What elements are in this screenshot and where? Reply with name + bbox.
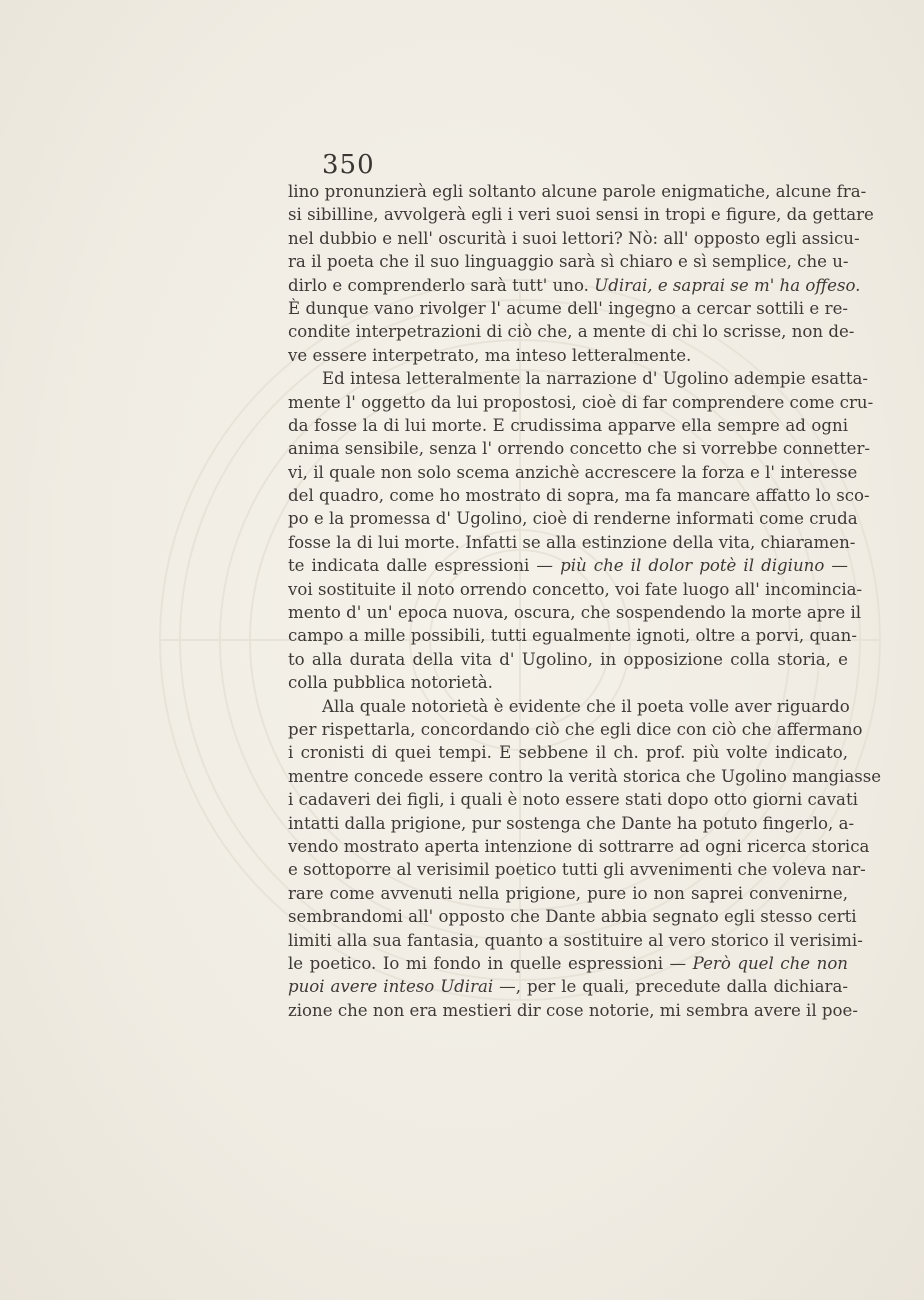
text-segment: —	[824, 556, 848, 576]
text-line: ve essere interpetrato, ma inteso letteralmente.	[288, 345, 692, 365]
text-segment: le poetico. Io mi fondo in quelle espressioni —	[288, 953, 693, 973]
text-segment: —, per le quali, precedute dalla dichiara-	[493, 977, 848, 997]
text-line: condite interpetrazioni di ciò che, a mente di chi lo scrisse, non de-	[288, 322, 855, 342]
text-line: vendo mostrato aperta intenzione di sottrarre ad ogni ricerca storica	[288, 836, 870, 856]
text-line: fosse la di lui morte. Infatti se alla estinzione della vita, chiaramen-	[288, 532, 856, 552]
text-line	[288, 975, 848, 998]
italic-quote: Udirai, e saprai se m' ha offeso.	[594, 275, 861, 295]
paragraph	[288, 367, 874, 694]
text-line: vi, il quale non solo scema anzichè accrescere la forza e l' interesse	[288, 462, 858, 482]
italic-quote: più che il dolor potè il digiuno	[560, 556, 825, 576]
text-line	[288, 274, 861, 297]
text-line: anima sensibile, senza l' orrendo concetto che si vorrebbe connetter-	[288, 439, 870, 459]
text-line: si sibilline, avvolgerà egli i veri suoi sensi in tropi e figure, da gettare	[288, 205, 874, 225]
text-segment: dirlo e comprenderlo sarà tutt' uno.	[288, 275, 595, 295]
text-line: sembrandomi all' opposto che Dante abbia segnato egli stesso certi	[288, 907, 857, 927]
text-line: ra il poeta che il suo linguaggio sarà sì chiaro e sì semplice, che u-	[288, 252, 849, 272]
page-number: 350	[322, 150, 375, 180]
text-line: limiti alla sua fantasia, quanto a sostituire al vero storico il verisimi-	[288, 930, 863, 950]
text-line: mentre concede essere contro la verità storica che Ugolino mangiasse	[288, 766, 882, 786]
text-line: Alla quale notorietà è evidente che il poeta volle aver riguardo	[322, 696, 850, 716]
text-line: i cronisti di quei tempi. E sebbene il ch. prof. più volte indicato,	[288, 743, 848, 763]
text-line: lino pronunzierà egli soltanto alcune parole enigmatiche, alcune fra-	[288, 182, 867, 201]
text-line: i cadaveri dei figli, i quali è noto essere stati dopo otto giorni cavati	[288, 790, 858, 810]
text-line: del quadro, come ho mostrato di sopra, ma fa mancare affatto lo sco-	[288, 486, 870, 506]
text-line: intatti dalla prigione, pur sostenga che Dante ha potuto fingerlo, a-	[288, 813, 855, 833]
text-line: rare come avvenuti nella prigione, pure io non saprei convenirne,	[288, 883, 848, 903]
text-line: per rispettarla, concordando ciò che egli dice con ciò che affermano	[288, 719, 863, 739]
text-line: campo a mille possibili, tutti egualmente ignoti, oltre a porvi, quan-	[288, 626, 857, 646]
text-line: mente l' oggetto da lui propostosi, cioè di far comprendere come cru-	[288, 392, 874, 412]
text-line: colla pubblica notorietà.	[288, 673, 493, 693]
text-line: po e la promessa d' Ugolino, cioè di renderne informati come cruda	[288, 509, 858, 529]
body-text	[288, 180, 882, 1022]
text-line: Ed intesa letteralmente la narrazione d' Ugolino adempie esatta-	[322, 369, 869, 389]
text-line: to alla durata della vita d' Ugolino, in opposizione colla storia, e	[288, 649, 848, 669]
text-segment: te indicata dalle espressioni —	[288, 556, 561, 576]
text-line: voi sostituite il noto orrendo concetto, voi fate luogo all' incomincia-	[288, 579, 863, 599]
paragraph	[288, 695, 882, 1022]
text-line: zione che non era mestieri dir cose notorie, mi sembra avere il poe-	[288, 1000, 858, 1020]
text-line: da fosse la di lui morte. E crudissima apparve ella sempre ad ogni	[288, 415, 848, 435]
text-line: e sottoporre al verisimil poetico tutti gli avvenimenti che voleva nar-	[288, 860, 866, 880]
text-line	[288, 952, 848, 975]
text-line: È dunque vano rivolger l' acume dell' ingegno a cercar sottili e re-	[288, 298, 848, 318]
text-line: nel dubbio e nell' oscurità i suoi lettori? Nò: all' opposto egli assicu-	[288, 228, 860, 248]
paragraph	[288, 180, 874, 367]
italic-quote: puoi avere inteso Udirai	[288, 977, 494, 997]
text-line: mento d' un' epoca nuova, oscura, che sospendendo la morte apre il	[288, 603, 862, 623]
italic-quote: Però quel che non	[692, 953, 848, 973]
text-line	[288, 554, 848, 577]
